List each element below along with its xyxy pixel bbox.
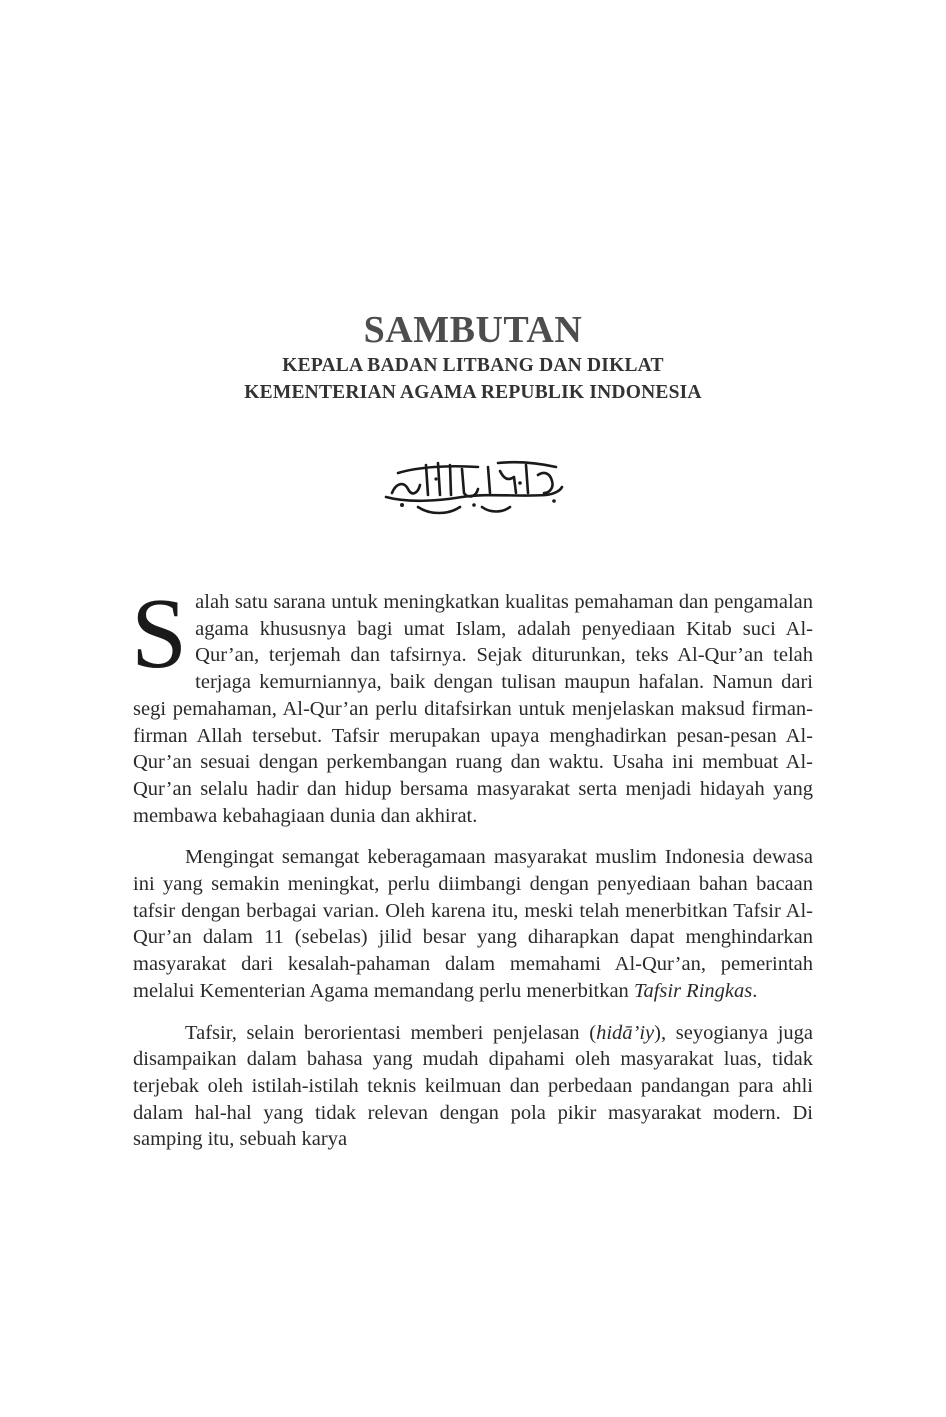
paragraph-3 — [133, 1020, 813, 1154]
subtitle-line-2: KEMENTERIAN AGAMA REPUBLIK INDONESIA — [244, 382, 702, 403]
basmala-calligraphy — [378, 453, 570, 519]
paragraph-2-text: Mengingat semangat keberagamaan masyarakat muslim Indonesia dewasa ini yang semakin meningkat, perlu diimbangi dengan penyediaan bahan bacaan tafsir dengan berbagai varian. Oleh karena itu, meski telah menerbitkan Tafsir Al-Qur’an dalam 11 (sebelas) jilid besar yang diharapkan dapat menghindarkan masyarakat dari kesalah-pahaman dalam memahami Al-Qur’an, pemerintah melalui Kementerian Agama memandang perlu menerbitkan — [133, 846, 813, 1002]
subtitle-line-1: KEPALA BADAN LITBANG DAN DIKLAT — [282, 355, 664, 376]
paragraph-2 — [133, 844, 813, 1004]
paragraph-2-end: . — [752, 979, 758, 1002]
paragraph-3-text-a: Tafsir, selain berorientasi memberi penjelasan ( — [185, 1021, 597, 1044]
page-title: SAMBUTAN — [363, 309, 583, 351]
paragraph-2-italic: Tafsir Ringkas — [633, 979, 753, 1002]
paragraph-1 — [131, 577, 813, 829]
drop-cap: S — [131, 577, 188, 689]
body-text — [131, 577, 814, 1153]
paragraph-3-italic: hidā’iy — [596, 1021, 655, 1044]
paragraph-3-text-b: ), seyogianya juga disampaikan dalam bahasa yang mudah dipahami oleh masyarakat luas, tidak terjebak oleh istilah-istilah teknis keilmuan dan perbedaan pandangan para ahli dalam hal-hal yang tidak relevan dengan pola pikir masyarakat modern. Di samping itu, sebuah karya — [133, 1021, 814, 1151]
paragraph-1-text: alah satu sarana untuk meningkatkan kualitas pemahaman dan pengamalan agama khususnya bagi umat Islam, adalah penyediaan Kitab suci Al-Qur’an, terjemah dan tafsirnya. Sejak diturunkan, teks Al-Qur’an telah terjaga kemurniannya, baik dengan tulisan maupun hafalan. Namun dari segi pemahaman, Al-Qur’an perlu ditafsirkan untuk menjelaskan maksud firman-firman Allah tersebut. Tafsir merupakan upaya menghadirkan pesan-pesan Al-Qur’an sesuai dengan perkembangan ruang dan waktu. Usaha ini membuat Al-Qur’an selalu hadir dan hidup bersama masyarakat serta menjadi hidayah yang membawa kebahagiaan dunia dan akhirat. — [133, 591, 813, 827]
